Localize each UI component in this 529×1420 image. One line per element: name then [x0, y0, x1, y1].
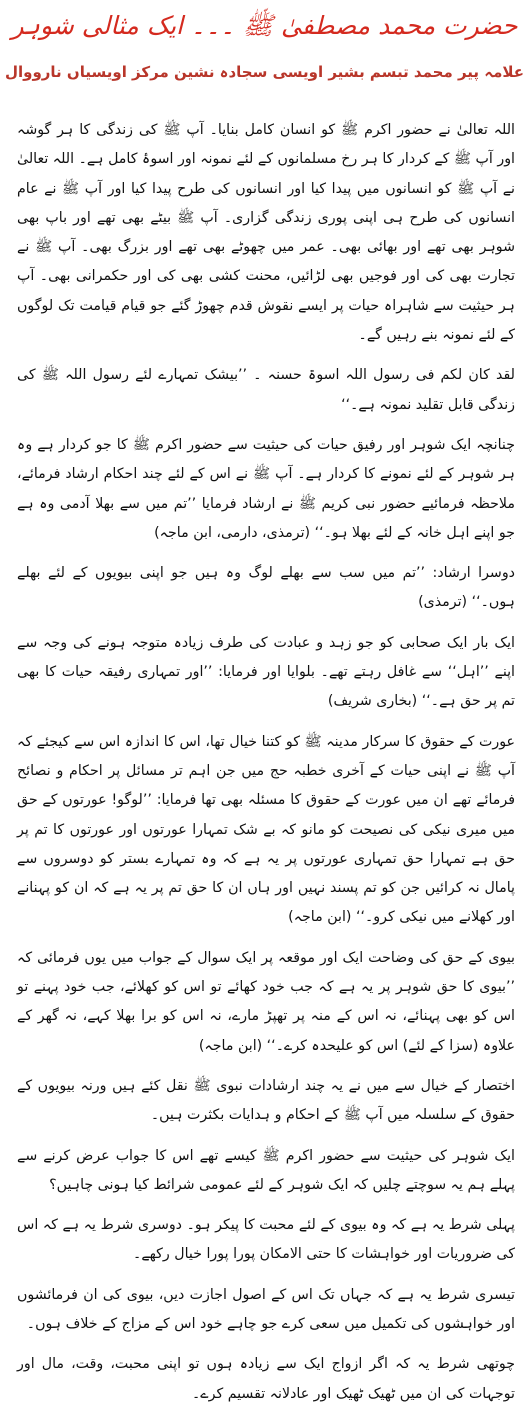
paragraph-condition-3: تیسری شرط یہ ہے کہ جہاں تک اس کے اصول اجازت دیں، بیوی کی ان فرمائشوں اور خواہشوں کی تکمیل میں سعی کرے جو چاہے خود اس کے مزاج کے خلاف ہوں۔	[17, 1286, 515, 1332]
paragraph-quran-verse: لقد کان لکم فی رسول اللہ اسوۃ حسنہ ۔ ’’بیشک تمہارے لئے رسول اللہ ﷺ کی زندگی قابل تقلید نمونہ ہے۔‘‘	[17, 367, 515, 413]
paragraph-womens-rights: عورت کے حقوق کا سرکار مدینہ ﷺ کو کتنا خیال تھا، اس کا اندازہ اس سے کیجئے کہ آپ ﷺ نے اپنی حیات کے آخری خطبہ حج میں جن اہم تر مسائل پر احکام و نصائح فرمائے تھے ان میں عورت کے حقوق کا مسئلہ بھی تھا فرمایا: ’’لوگو! عورتوں کے حق میں میری نیکی کی نصیحت کو مانو کہ بے شک تمہارا عورتوں اور عورتوں کا تم پر حق ہے تمہارا حق تمہاری عورتوں پر یہ ہے کہ وہ تمہارے بستر کو دوسروں سے پامال نہ کرائیں جن کو تم پسند نہیں اور ہاں ان کا حق تم پر یہ ہے کہ ان کو پہنانے اور کھلانے میں نیکی کرو۔‘‘ (ابن ماجہ)	[17, 733, 515, 926]
author-byline: علامہ پیر محمد تبسم بشیر اویسی سجادہ نشین مرکز اویسیاں نارووال	[4, 63, 524, 81]
paragraph-question: ایک شوہر کی حیثیت سے حضور اکرم ﷺ کیسے تھے اس کا جواب عرض کرنے سے پہلے ہم یہ سوچتے چلیں کہ ایک شوہر کے لئے عمومی شرائط کیا ہونی چاہیں؟	[17, 1147, 515, 1193]
paragraph-second-saying: دوسرا ارشاد: ’’تم میں سب سے بھلے لوگ وہ ہیں جو اپنی بیویوں کے لئے بھلے ہوں۔‘‘ (ترمذی)	[17, 565, 515, 611]
paragraph-hadith-family: چنانچہ ایک شوہر اور رفیق حیات کی حیثیت سے حضور اکرم ﷺ کا جو کردار ہے وہ ہر شوہر کے لئے نمونے کا کردار ہے۔ آپ ﷺ نے اس کے لئے چند احکام ارشاد فرمائے، ملاحظہ فرمائیے حضور نبی کریم ﷺ نے ارشاد فرمایا ’’تم میں سے بھلا آدمی وہ ہے جو اپنے اہل خانہ کے لئے بھلا ہو۔‘‘ (ترمذی، دارمی، ابن ماجہ)	[17, 436, 515, 541]
paragraph-condition-1-2: پہلی شرط یہ ہے کہ وہ بیوی کے لئے محبت کا پیکر ہو۔ دوسری شرط یہ ہے کہ اس کی ضروریات اور خواہشات کا حتی الامکان پورا پورا خیال رکھے۔	[17, 1217, 515, 1263]
paragraph-intro: اللہ تعالیٰ نے حضور اکرم ﷺ کو انسان کامل بنایا۔ آپ ﷺ کی زندگی کا ہر گوشہ اور آپ ﷺ کے کردار کا ہر رخ مسلمانوں کے لئے نمونہ اور اسوۂ کامل ہے۔ اللہ تعالیٰ نے آپ ﷺ کو انسانوں میں پیدا کیا اور انسانوں کی طرح پیدا کیا اور آپ ﷺ نے عام انسانوں کی طرح ہی اپنی پوری زندگی گزاری۔ آپ ﷺ بیٹے بھی تھے اور باپ بھی شوہر بھی تھے اور بھائی بھی۔ عمر میں چھوٹے بھی تھے اور بزرگ بھی۔ آپ ﷺ نے تجارت بھی کی اور فوجیں بھی لڑائیں، محنت کشی بھی کی اور حکمرانی بھی۔ آپ ہر حیثیت سے شاہراہ حیات پر ایسے نقوش قدم چھوڑ گئے جو قیام قیامت تک لوگوں کے لئے نمونہ بنے رہیں گے۔	[17, 122, 515, 344]
paragraph-summary: اختصار کے خیال سے میں نے یہ چند ارشادات نبوی ﷺ نقل کئے ہیں ورنہ بیویوں کے حقوق کے سلسلہ میں آپ ﷺ کے احکام و ہدایات بکثرت ہیں۔	[17, 1077, 515, 1124]
article-body	[17, 116, 515, 1420]
paragraph-companion: ایک بار ایک صحابی کو جو زہد و عبادت کی طرف زیادہ متوجہ ہونے کی وجہ سے اپنے ’’اہل‘‘ سے غافل رہتے تھے۔ بلوایا اور فرمایا: ’’اور تمہاری رفیقہ حیات کا بھی تم پر حق ہے۔‘‘ (بخاری شریف)	[17, 634, 515, 710]
paragraph-condition-4: چوتھی شرط یہ کہ اگر ازواج ایک سے زیادہ ہوں تو اپنی محبت، وقت، مال اور توجہات کی ان میں ٹھیک ٹھیک اور عادلانہ تقسیم کرے۔	[17, 1356, 515, 1402]
article-title: حضرت محمد مصطفیٰ ﷺ ۔۔۔ ایک مثالی شوہر	[11, 11, 518, 40]
paragraph-wife-rights: بیوی کے حق کی وضاحت ایک اور موقعہ پر ایک سوال کے جواب میں یوں فرمائی کہ ’’بیوی کا حق شوہر پر یہ ہے کہ جب خود کھائے تو اس کو کھلائے، جب خود پہنے تو اس کو بھی پہنائے، نہ اس کے منہ پر تھپڑ مارے، نہ اس کو برا بھلا کہے، نہ گھر کے علاوہ (سزا کے لئے) اس کو علیحدہ کرے۔‘‘ (ابن ماجہ)	[17, 949, 515, 1054]
